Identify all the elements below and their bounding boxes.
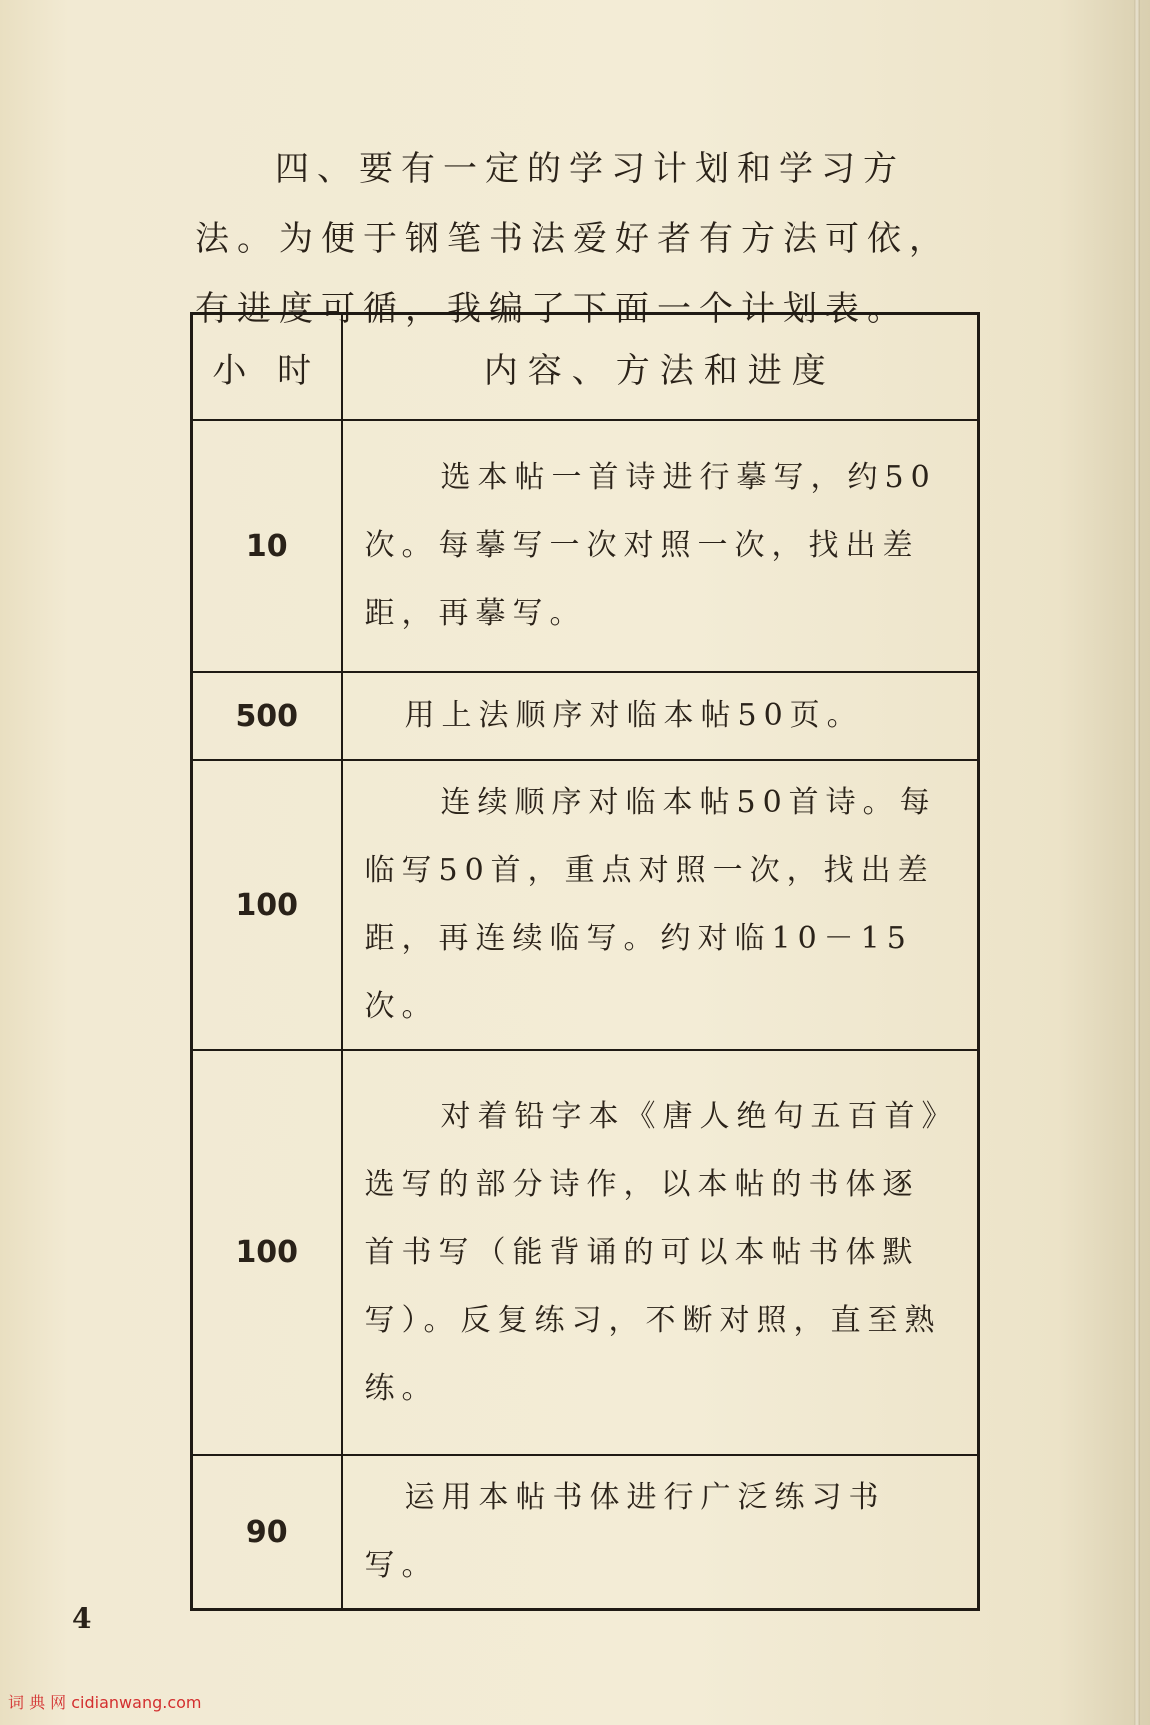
table-row [192, 1455, 979, 1610]
study-plan-table [190, 312, 980, 1611]
intro-paragraph: 四、要有一定的学习计划和学习方法。为便于钢笔书法爱好者有方法可依，有进度可循，我编了下面一个计划表。 [195, 149, 951, 329]
page-fold-shadow [1134, 0, 1140, 1725]
content-cell: 选本帖一首诗进行摹写，约50次。每摹写一次对照一次，找出差距，再摹写。 [342, 420, 979, 672]
content-cell: 运用本帖书体进行广泛练习书写。 [342, 1455, 979, 1610]
hours-cell: 10 [192, 420, 342, 672]
page-number: 4 [72, 1602, 92, 1635]
table-row [192, 420, 979, 672]
content-cell: 用上法顺序对临本帖50页。 [342, 672, 979, 760]
hours-cell: 100 [192, 760, 342, 1050]
table-row [192, 760, 979, 1050]
content-cell: 对着铅字本《唐人绝句五百首》选写的部分诗作，以本帖的书体逐首书写（能背诵的可以本帖书体默写）。反复练习，不断对照，直至熟练。 [342, 1050, 979, 1455]
hours-cell: 90 [192, 1455, 342, 1610]
table-row [192, 1050, 979, 1455]
site-watermark: 词 典 网 cidianwang.com [8, 1693, 202, 1712]
header-content: 内容、方法和进度 [342, 314, 979, 421]
hours-cell: 500 [192, 672, 342, 760]
content-cell: 连续顺序对临本帖50首诗。每临写50首，重点对照一次，找出差距，再连续临写。约对临10－15次。 [342, 760, 979, 1050]
table-row [192, 672, 979, 760]
table-header-row [192, 314, 979, 421]
header-hours: 小 时 [192, 314, 342, 421]
hours-cell: 100 [192, 1050, 342, 1455]
